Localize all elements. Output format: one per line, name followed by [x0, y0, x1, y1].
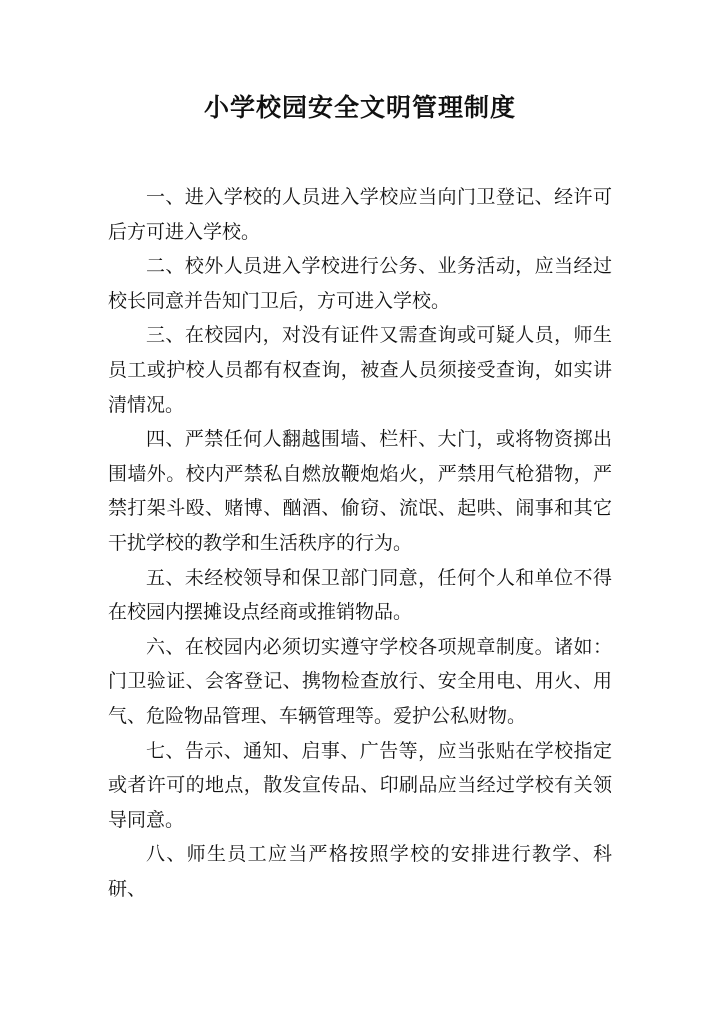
rule-paragraph-3: 三、在校园内，对没有证件又需查询或可疑人员，师生员工或护校人员都有权查询，被查人员须接受查询，如实讲清情况。	[108, 324, 612, 416]
document-title: 小学校园安全文明管理制度	[203, 93, 516, 122]
document-body	[108, 180, 612, 906]
rule-paragraph-1: 一、进入学校的人员进入学校应当向门卫登记、经许可后方可进入学校。	[108, 186, 612, 243]
rule-paragraph-6: 六、在校园内必须切实遵守学校各项规章制度。诸如：门卫验证、会客登记、携物检查放行、安全用电、用火、用气、危险物品管理、车辆管理等。爱护公私财物。	[108, 635, 612, 727]
rule-paragraph-2: 二、校外人员进入学校进行公务、业务活动，应当经过校长同意并告知门卫后，方可进入学校。	[108, 255, 612, 312]
rule-paragraph-7: 七、告示、通知、启事、广告等，应当张贴在学校指定或者许可的地点，散发宣传品、印刷品应当经过学校有关领导同意。	[108, 739, 612, 831]
rule-paragraph-4: 四、严禁任何人翻越围墙、栏杆、大门，或将物资掷出围墙外。校内严禁私自燃放鞭炮焰火，严禁用气枪猎物，严禁打架斗殴、赌博、酗酒、偷窃、流氓、起哄、闹事和其它干扰学校的教学和生活秩序的行为。	[108, 428, 612, 554]
rule-paragraph-5: 五、未经校领导和保卫部门同意，任何个人和单位不得在校园内摆摊设点经商或推销物品。	[108, 566, 612, 624]
rule-paragraph-8: 八、师生员工应当严格按照学校的安排进行教学、科研、	[108, 843, 612, 900]
